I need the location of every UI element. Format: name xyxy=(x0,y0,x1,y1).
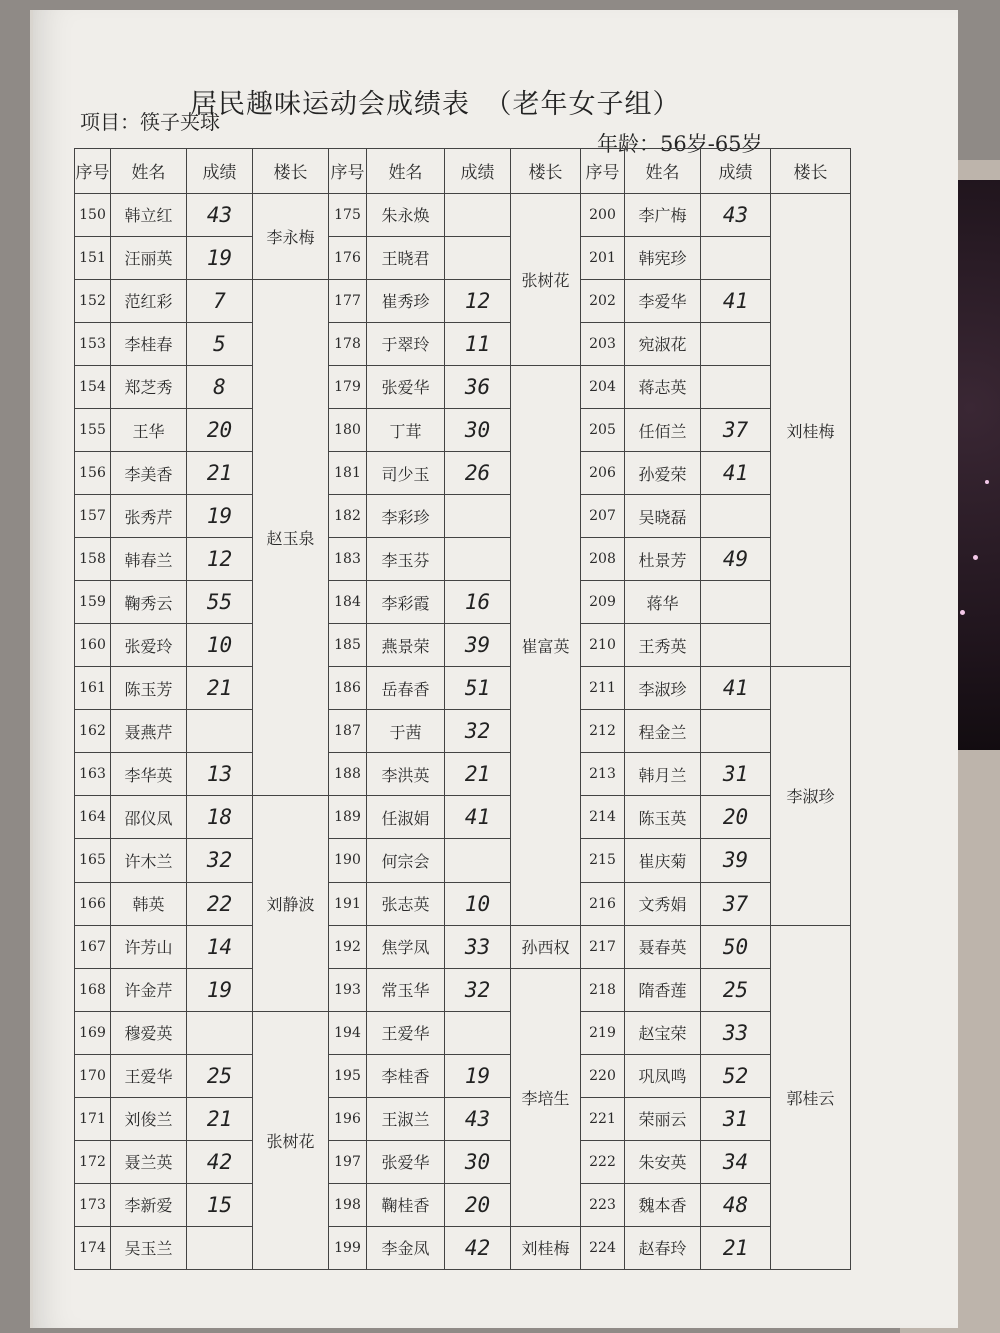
table-row xyxy=(75,193,851,236)
name-cell: 张爱华 xyxy=(367,365,445,408)
name-cell: 王华 xyxy=(111,409,187,452)
score-cell: 19 xyxy=(445,1054,511,1097)
name-cell: 常玉华 xyxy=(367,968,445,1011)
score-cell: 25 xyxy=(701,968,771,1011)
score-cell xyxy=(445,193,511,236)
name-cell: 杜景芳 xyxy=(625,538,701,581)
name-cell: 司少玉 xyxy=(367,452,445,495)
seq-cell: 184 xyxy=(329,581,367,624)
name-cell: 赵宝荣 xyxy=(625,1011,701,1054)
seq-cell: 172 xyxy=(75,1140,111,1183)
name-cell: 蒋志英 xyxy=(625,365,701,408)
score-cell xyxy=(701,365,771,408)
seq-cell: 181 xyxy=(329,452,367,495)
seq-cell: 165 xyxy=(75,839,111,882)
name-cell: 焦学凤 xyxy=(367,925,445,968)
seq-cell: 174 xyxy=(75,1226,111,1269)
name-cell: 许木兰 xyxy=(111,839,187,882)
score-cell: 21 xyxy=(187,1097,253,1140)
score-cell: 31 xyxy=(701,1097,771,1140)
name-cell: 李美香 xyxy=(111,452,187,495)
score-cell: 41 xyxy=(701,452,771,495)
name-cell: 聂燕芹 xyxy=(111,710,187,753)
score-cell: 51 xyxy=(445,667,511,710)
name-cell: 郑芝秀 xyxy=(111,365,187,408)
seq-cell: 205 xyxy=(581,409,625,452)
table-row xyxy=(75,409,851,452)
seq-cell: 194 xyxy=(329,1011,367,1054)
name-cell: 吴晓磊 xyxy=(625,495,701,538)
name-cell: 刘俊兰 xyxy=(111,1097,187,1140)
score-cell: 21 xyxy=(187,667,253,710)
header-name: 姓名 xyxy=(111,149,187,194)
name-cell: 鞠桂香 xyxy=(367,1183,445,1226)
seq-cell: 190 xyxy=(329,839,367,882)
score-cell: 48 xyxy=(701,1183,771,1226)
name-cell: 范红彩 xyxy=(111,279,187,322)
score-cell xyxy=(445,839,511,882)
building-leader-cell: 刘桂梅 xyxy=(771,193,851,667)
age-range-label: 年龄：56岁-65岁 xyxy=(597,132,763,156)
name-cell: 李玉芬 xyxy=(367,538,445,581)
score-cell: 11 xyxy=(445,322,511,365)
name-cell: 朱永焕 xyxy=(367,193,445,236)
score-cell: 22 xyxy=(187,882,253,925)
name-cell: 张志英 xyxy=(367,882,445,925)
table-row xyxy=(75,322,851,365)
score-cell: 21 xyxy=(187,452,253,495)
name-cell: 巩凤鸣 xyxy=(625,1054,701,1097)
table-row xyxy=(75,710,851,753)
name-cell: 李华英 xyxy=(111,753,187,796)
table-row xyxy=(75,538,851,581)
building-leader-cell: 李淑珍 xyxy=(771,667,851,925)
score-cell: 43 xyxy=(701,193,771,236)
seq-cell: 180 xyxy=(329,409,367,452)
seq-cell: 207 xyxy=(581,495,625,538)
header-seq: 序号 xyxy=(75,149,111,194)
seq-cell: 150 xyxy=(75,193,111,236)
table-row xyxy=(75,452,851,495)
seq-cell: 219 xyxy=(581,1011,625,1054)
name-cell: 何宗会 xyxy=(367,839,445,882)
seq-cell: 169 xyxy=(75,1011,111,1054)
name-cell: 文秀娟 xyxy=(625,882,701,925)
name-cell: 汪丽英 xyxy=(111,236,187,279)
seq-cell: 170 xyxy=(75,1054,111,1097)
name-cell: 丁茸 xyxy=(367,409,445,452)
table-row xyxy=(75,624,851,667)
table-row xyxy=(75,236,851,279)
name-cell: 李爱华 xyxy=(625,279,701,322)
seq-cell: 195 xyxy=(329,1054,367,1097)
name-cell: 李广梅 xyxy=(625,193,701,236)
seq-cell: 224 xyxy=(581,1226,625,1269)
building-leader-cell: 郭桂云 xyxy=(771,925,851,1269)
seq-cell: 209 xyxy=(581,581,625,624)
name-cell: 岳春香 xyxy=(367,667,445,710)
seq-cell: 163 xyxy=(75,753,111,796)
score-cell xyxy=(445,495,511,538)
seq-cell: 151 xyxy=(75,236,111,279)
building-leader-cell: 孙西权 xyxy=(511,925,581,968)
seq-cell: 212 xyxy=(581,710,625,753)
score-cell xyxy=(701,624,771,667)
table-row xyxy=(75,925,851,968)
seq-cell: 168 xyxy=(75,968,111,1011)
seq-cell: 153 xyxy=(75,322,111,365)
name-cell: 孙爱荣 xyxy=(625,452,701,495)
score-cell: 37 xyxy=(701,409,771,452)
score-cell: 21 xyxy=(445,753,511,796)
name-cell: 张爱华 xyxy=(367,1140,445,1183)
score-cell: 43 xyxy=(445,1097,511,1140)
score-table xyxy=(74,148,851,1270)
table-row xyxy=(75,968,851,1011)
score-cell: 15 xyxy=(187,1183,253,1226)
seq-cell: 222 xyxy=(581,1140,625,1183)
name-cell: 王秀英 xyxy=(625,624,701,667)
seq-cell: 211 xyxy=(581,667,625,710)
name-cell: 韩立红 xyxy=(111,193,187,236)
score-cell: 30 xyxy=(445,409,511,452)
name-cell: 韩英 xyxy=(111,882,187,925)
building-leader-cell: 张树花 xyxy=(511,193,581,365)
name-cell: 朱安英 xyxy=(625,1140,701,1183)
seq-cell: 221 xyxy=(581,1097,625,1140)
seq-cell: 183 xyxy=(329,538,367,581)
header-score: 成绩 xyxy=(701,149,771,194)
name-cell: 李桂香 xyxy=(367,1054,445,1097)
event-label: 项目：筷子夹球 xyxy=(80,110,220,134)
name-cell: 李洪英 xyxy=(367,753,445,796)
name-cell: 崔秀珍 xyxy=(367,279,445,322)
table-row xyxy=(75,581,851,624)
table-row xyxy=(75,882,851,925)
building-leader-cell: 李培生 xyxy=(511,968,581,1226)
score-cell: 20 xyxy=(701,796,771,839)
seq-cell: 201 xyxy=(581,236,625,279)
seq-cell: 198 xyxy=(329,1183,367,1226)
name-cell: 任淑娟 xyxy=(367,796,445,839)
seq-cell: 216 xyxy=(581,882,625,925)
seq-cell: 189 xyxy=(329,796,367,839)
name-cell: 程金兰 xyxy=(625,710,701,753)
score-cell: 32 xyxy=(445,968,511,1011)
building-leader-cell: 张树花 xyxy=(253,1011,329,1269)
name-cell: 赵春玲 xyxy=(625,1226,701,1269)
seq-cell: 159 xyxy=(75,581,111,624)
score-cell xyxy=(701,581,771,624)
score-cell: 32 xyxy=(445,710,511,753)
score-cell: 33 xyxy=(445,925,511,968)
seq-cell: 179 xyxy=(329,365,367,408)
header-leader: 楼长 xyxy=(253,149,329,194)
name-cell: 韩春兰 xyxy=(111,538,187,581)
score-cell xyxy=(187,1011,253,1054)
table-row xyxy=(75,753,851,796)
seq-cell: 178 xyxy=(329,322,367,365)
seq-cell: 215 xyxy=(581,839,625,882)
score-cell xyxy=(701,236,771,279)
name-cell: 燕景荣 xyxy=(367,624,445,667)
score-cell xyxy=(701,322,771,365)
building-leader-cell: 刘静波 xyxy=(253,796,329,1011)
score-cell: 18 xyxy=(187,796,253,839)
seq-cell: 214 xyxy=(581,796,625,839)
table-row xyxy=(75,279,851,322)
score-cell: 39 xyxy=(445,624,511,667)
score-cell: 30 xyxy=(445,1140,511,1183)
seq-cell: 185 xyxy=(329,624,367,667)
score-cell: 31 xyxy=(701,753,771,796)
name-cell: 张秀芹 xyxy=(111,495,187,538)
name-cell: 王爱华 xyxy=(367,1011,445,1054)
seq-cell: 167 xyxy=(75,925,111,968)
score-cell: 10 xyxy=(187,624,253,667)
name-cell: 陈玉英 xyxy=(625,796,701,839)
name-cell: 宛淑花 xyxy=(625,322,701,365)
seq-cell: 166 xyxy=(75,882,111,925)
header-score: 成绩 xyxy=(445,149,511,194)
name-cell: 吴玉兰 xyxy=(111,1226,187,1269)
score-cell xyxy=(187,710,253,753)
seq-cell: 155 xyxy=(75,409,111,452)
score-cell xyxy=(187,1226,253,1269)
header-leader: 楼长 xyxy=(771,149,851,194)
score-cell: 20 xyxy=(445,1183,511,1226)
score-cell: 25 xyxy=(187,1054,253,1097)
score-cell: 10 xyxy=(445,882,511,925)
name-cell: 王爱华 xyxy=(111,1054,187,1097)
seq-cell: 218 xyxy=(581,968,625,1011)
name-cell: 王淑兰 xyxy=(367,1097,445,1140)
seq-cell: 154 xyxy=(75,365,111,408)
score-cell: 13 xyxy=(187,753,253,796)
score-cell: 34 xyxy=(701,1140,771,1183)
score-cell: 42 xyxy=(445,1226,511,1269)
score-cell xyxy=(445,1011,511,1054)
table-row xyxy=(75,667,851,710)
score-cell: 19 xyxy=(187,495,253,538)
name-cell: 李彩霞 xyxy=(367,581,445,624)
seq-cell: 176 xyxy=(329,236,367,279)
seq-cell: 187 xyxy=(329,710,367,753)
seq-cell: 217 xyxy=(581,925,625,968)
name-cell: 李淑珍 xyxy=(625,667,701,710)
name-cell: 鞠秀云 xyxy=(111,581,187,624)
sheet-title: 居民趣味运动会成绩表 （老年女子组） xyxy=(190,89,681,120)
seq-cell: 157 xyxy=(75,495,111,538)
seq-cell: 193 xyxy=(329,968,367,1011)
seq-cell: 196 xyxy=(329,1097,367,1140)
header-score: 成绩 xyxy=(187,149,253,194)
table-row xyxy=(75,1054,851,1097)
seq-cell: 210 xyxy=(581,624,625,667)
score-cell: 36 xyxy=(445,365,511,408)
seq-cell: 203 xyxy=(581,322,625,365)
table-row xyxy=(75,1097,851,1140)
table-row xyxy=(75,1226,851,1269)
name-cell: 聂春英 xyxy=(625,925,701,968)
table-row xyxy=(75,495,851,538)
name-cell: 崔庆菊 xyxy=(625,839,701,882)
seq-cell: 161 xyxy=(75,667,111,710)
score-cell: 50 xyxy=(701,925,771,968)
seq-cell: 156 xyxy=(75,452,111,495)
name-cell: 蒋华 xyxy=(625,581,701,624)
table-row xyxy=(75,1011,851,1054)
table-row xyxy=(75,839,851,882)
seq-cell: 220 xyxy=(581,1054,625,1097)
seq-cell: 158 xyxy=(75,538,111,581)
name-cell: 任佰兰 xyxy=(625,409,701,452)
name-cell: 穆爱英 xyxy=(111,1011,187,1054)
table-row xyxy=(75,1140,851,1183)
score-cell: 16 xyxy=(445,581,511,624)
score-cell: 33 xyxy=(701,1011,771,1054)
seq-cell: 208 xyxy=(581,538,625,581)
score-cell: 42 xyxy=(187,1140,253,1183)
score-cell: 20 xyxy=(187,409,253,452)
seq-cell: 162 xyxy=(75,710,111,753)
score-cell: 26 xyxy=(445,452,511,495)
seq-cell: 182 xyxy=(329,495,367,538)
table-row xyxy=(75,1183,851,1226)
name-cell: 聂兰英 xyxy=(111,1140,187,1183)
score-cell: 41 xyxy=(701,667,771,710)
name-cell: 于翠玲 xyxy=(367,322,445,365)
table-header-row xyxy=(75,149,851,194)
seq-cell: 175 xyxy=(329,193,367,236)
score-cell: 41 xyxy=(701,279,771,322)
building-leader-cell: 李永梅 xyxy=(253,193,329,279)
score-cell: 19 xyxy=(187,968,253,1011)
score-cell: 52 xyxy=(701,1054,771,1097)
seq-cell: 188 xyxy=(329,753,367,796)
score-cell: 55 xyxy=(187,581,253,624)
score-cell: 32 xyxy=(187,839,253,882)
header-name: 姓名 xyxy=(367,149,445,194)
name-cell: 许金芹 xyxy=(111,968,187,1011)
seq-cell: 191 xyxy=(329,882,367,925)
name-cell: 韩宪珍 xyxy=(625,236,701,279)
score-cell: 39 xyxy=(701,839,771,882)
score-cell xyxy=(445,236,511,279)
seq-cell: 160 xyxy=(75,624,111,667)
score-cell: 41 xyxy=(445,796,511,839)
seq-cell: 204 xyxy=(581,365,625,408)
score-cell: 19 xyxy=(187,236,253,279)
name-cell: 于茜 xyxy=(367,710,445,753)
seq-cell: 213 xyxy=(581,753,625,796)
name-cell: 李金凤 xyxy=(367,1226,445,1269)
seq-cell: 186 xyxy=(329,667,367,710)
name-cell: 韩月兰 xyxy=(625,753,701,796)
name-cell: 陈玉芳 xyxy=(111,667,187,710)
header-seq: 序号 xyxy=(581,149,625,194)
score-cell: 49 xyxy=(701,538,771,581)
seq-cell: 200 xyxy=(581,193,625,236)
score-cell: 14 xyxy=(187,925,253,968)
score-cell: 21 xyxy=(701,1226,771,1269)
score-cell: 8 xyxy=(187,365,253,408)
name-cell: 李桂春 xyxy=(111,322,187,365)
seq-cell: 206 xyxy=(581,452,625,495)
name-cell: 张爱玲 xyxy=(111,624,187,667)
table-row xyxy=(75,365,851,408)
header-leader: 楼长 xyxy=(511,149,581,194)
header-seq: 序号 xyxy=(329,149,367,194)
seq-cell: 152 xyxy=(75,279,111,322)
score-cell xyxy=(445,538,511,581)
seq-cell: 164 xyxy=(75,796,111,839)
score-cell: 43 xyxy=(187,193,253,236)
seq-cell: 202 xyxy=(581,279,625,322)
score-cell xyxy=(701,495,771,538)
score-cell: 12 xyxy=(187,538,253,581)
seq-cell: 177 xyxy=(329,279,367,322)
seq-cell: 192 xyxy=(329,925,367,968)
seq-cell: 173 xyxy=(75,1183,111,1226)
name-cell: 许芳山 xyxy=(111,925,187,968)
table-row xyxy=(75,796,851,839)
seq-cell: 197 xyxy=(329,1140,367,1183)
seq-cell: 199 xyxy=(329,1226,367,1269)
name-cell: 李新爱 xyxy=(111,1183,187,1226)
header-name: 姓名 xyxy=(625,149,701,194)
building-leader-cell: 赵玉泉 xyxy=(253,279,329,796)
building-leader-cell: 刘桂梅 xyxy=(511,1226,581,1269)
name-cell: 隋香莲 xyxy=(625,968,701,1011)
score-cell: 37 xyxy=(701,882,771,925)
seq-cell: 171 xyxy=(75,1097,111,1140)
building-leader-cell: 崔富英 xyxy=(511,365,581,925)
name-cell: 魏本香 xyxy=(625,1183,701,1226)
seq-cell: 223 xyxy=(581,1183,625,1226)
name-cell: 荣丽云 xyxy=(625,1097,701,1140)
score-cell: 7 xyxy=(187,279,253,322)
score-cell: 5 xyxy=(187,322,253,365)
score-cell xyxy=(701,710,771,753)
name-cell: 王晓君 xyxy=(367,236,445,279)
score-cell: 12 xyxy=(445,279,511,322)
name-cell: 李彩珍 xyxy=(367,495,445,538)
name-cell: 邵仪凤 xyxy=(111,796,187,839)
